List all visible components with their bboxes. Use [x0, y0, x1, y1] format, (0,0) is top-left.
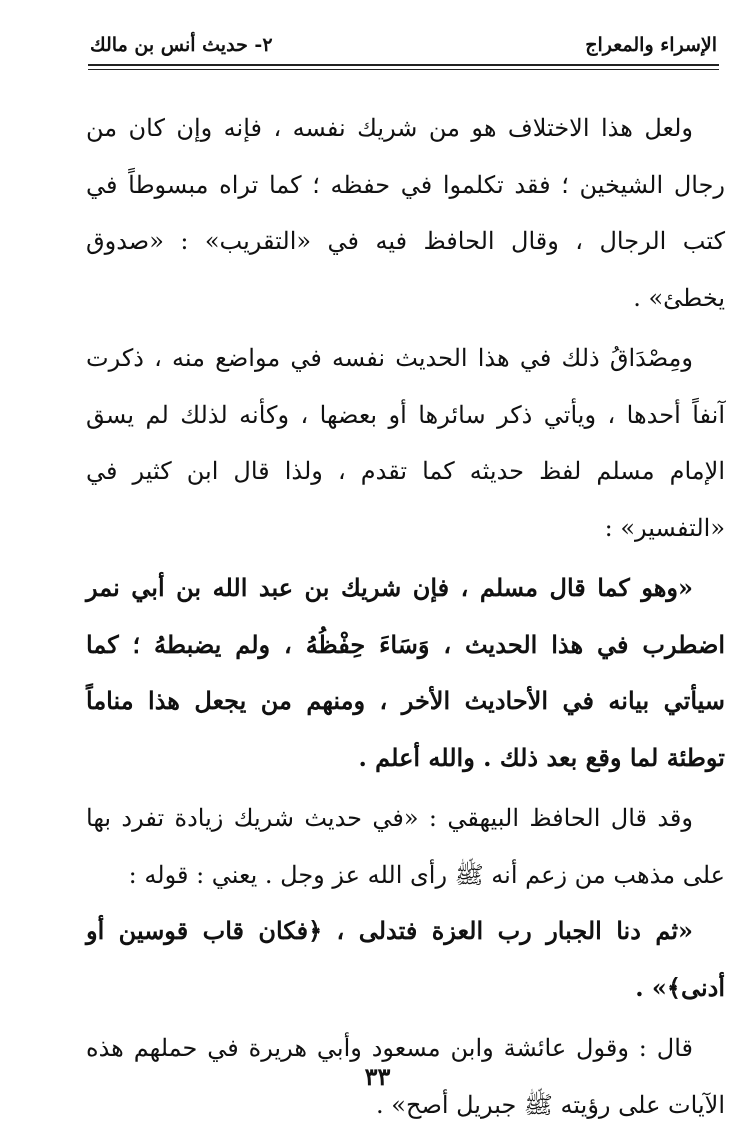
- paragraph-1: ولعل هذا الاختلاف هو من شريك نفسه ، فإنه وإن كان من رجال الشيخين ؛ فقد تكلموا في حفظه ؛ كما تراه مبسوطاً في كتب الرجال ، وقال الحافظ فيه في «التقريب» : «صدوق يخطئ» .: [86, 114, 725, 312]
- paragraph-3-quote: «وهو كما قال مسلم ، فإن شريك بن عبد الله بن أبي نمر اضطرب في هذا الحديث ، وَسَاءَ حِفْظُهُ ، ولم يضبطهُ ؛ كما سيأتي بيانه في الأحاديث الأخر ، ومنهم من يجعل هذا مناماً توطئة لما وقع بعد ذلك . والله أعلم .: [86, 573, 725, 772]
- book-title: الإسراء والمعراج: [585, 34, 717, 56]
- paragraph-6: قال : وقول عائشة وابن مسعود وأبي هريرة في حملهم هذه الآيات على رؤيته ﷺ جبريل أصح» .: [86, 1034, 725, 1119]
- paragraph-5-quote: «ثم دنا الجبار رب العزة فتدلى ، ﴿فكان قاب قوسين أو أدنى﴾» .: [86, 916, 725, 1002]
- header-rule: [88, 64, 719, 70]
- running-header: [90, 28, 717, 62]
- paragraph-4: وقد قال الحافظ البيهقي : «في حديث شريك زيادة تفرد بها على مذهب من زعم أنه ﷺ رأى الله عز وجل . يعني : قوله :: [86, 804, 725, 889]
- chapter-title: ٢- حديث أنس بن مالك: [90, 34, 273, 56]
- page-number: ٣٣: [364, 1062, 391, 1091]
- page-body: [86, 100, 725, 1133]
- paragraph-2: ومِصْدَاقُ ذلك في هذا الحديث نفسه في مواضع منه ، ذكرت آنفاً أحدها ، ويأتي ذكر سائرها أو بعضها ، وكأنه لذلك لم يسق الإمام مسلم لفظ حديثه كما تقدم ، ولذا قال ابن كثير في «التفسير» :: [86, 344, 725, 542]
